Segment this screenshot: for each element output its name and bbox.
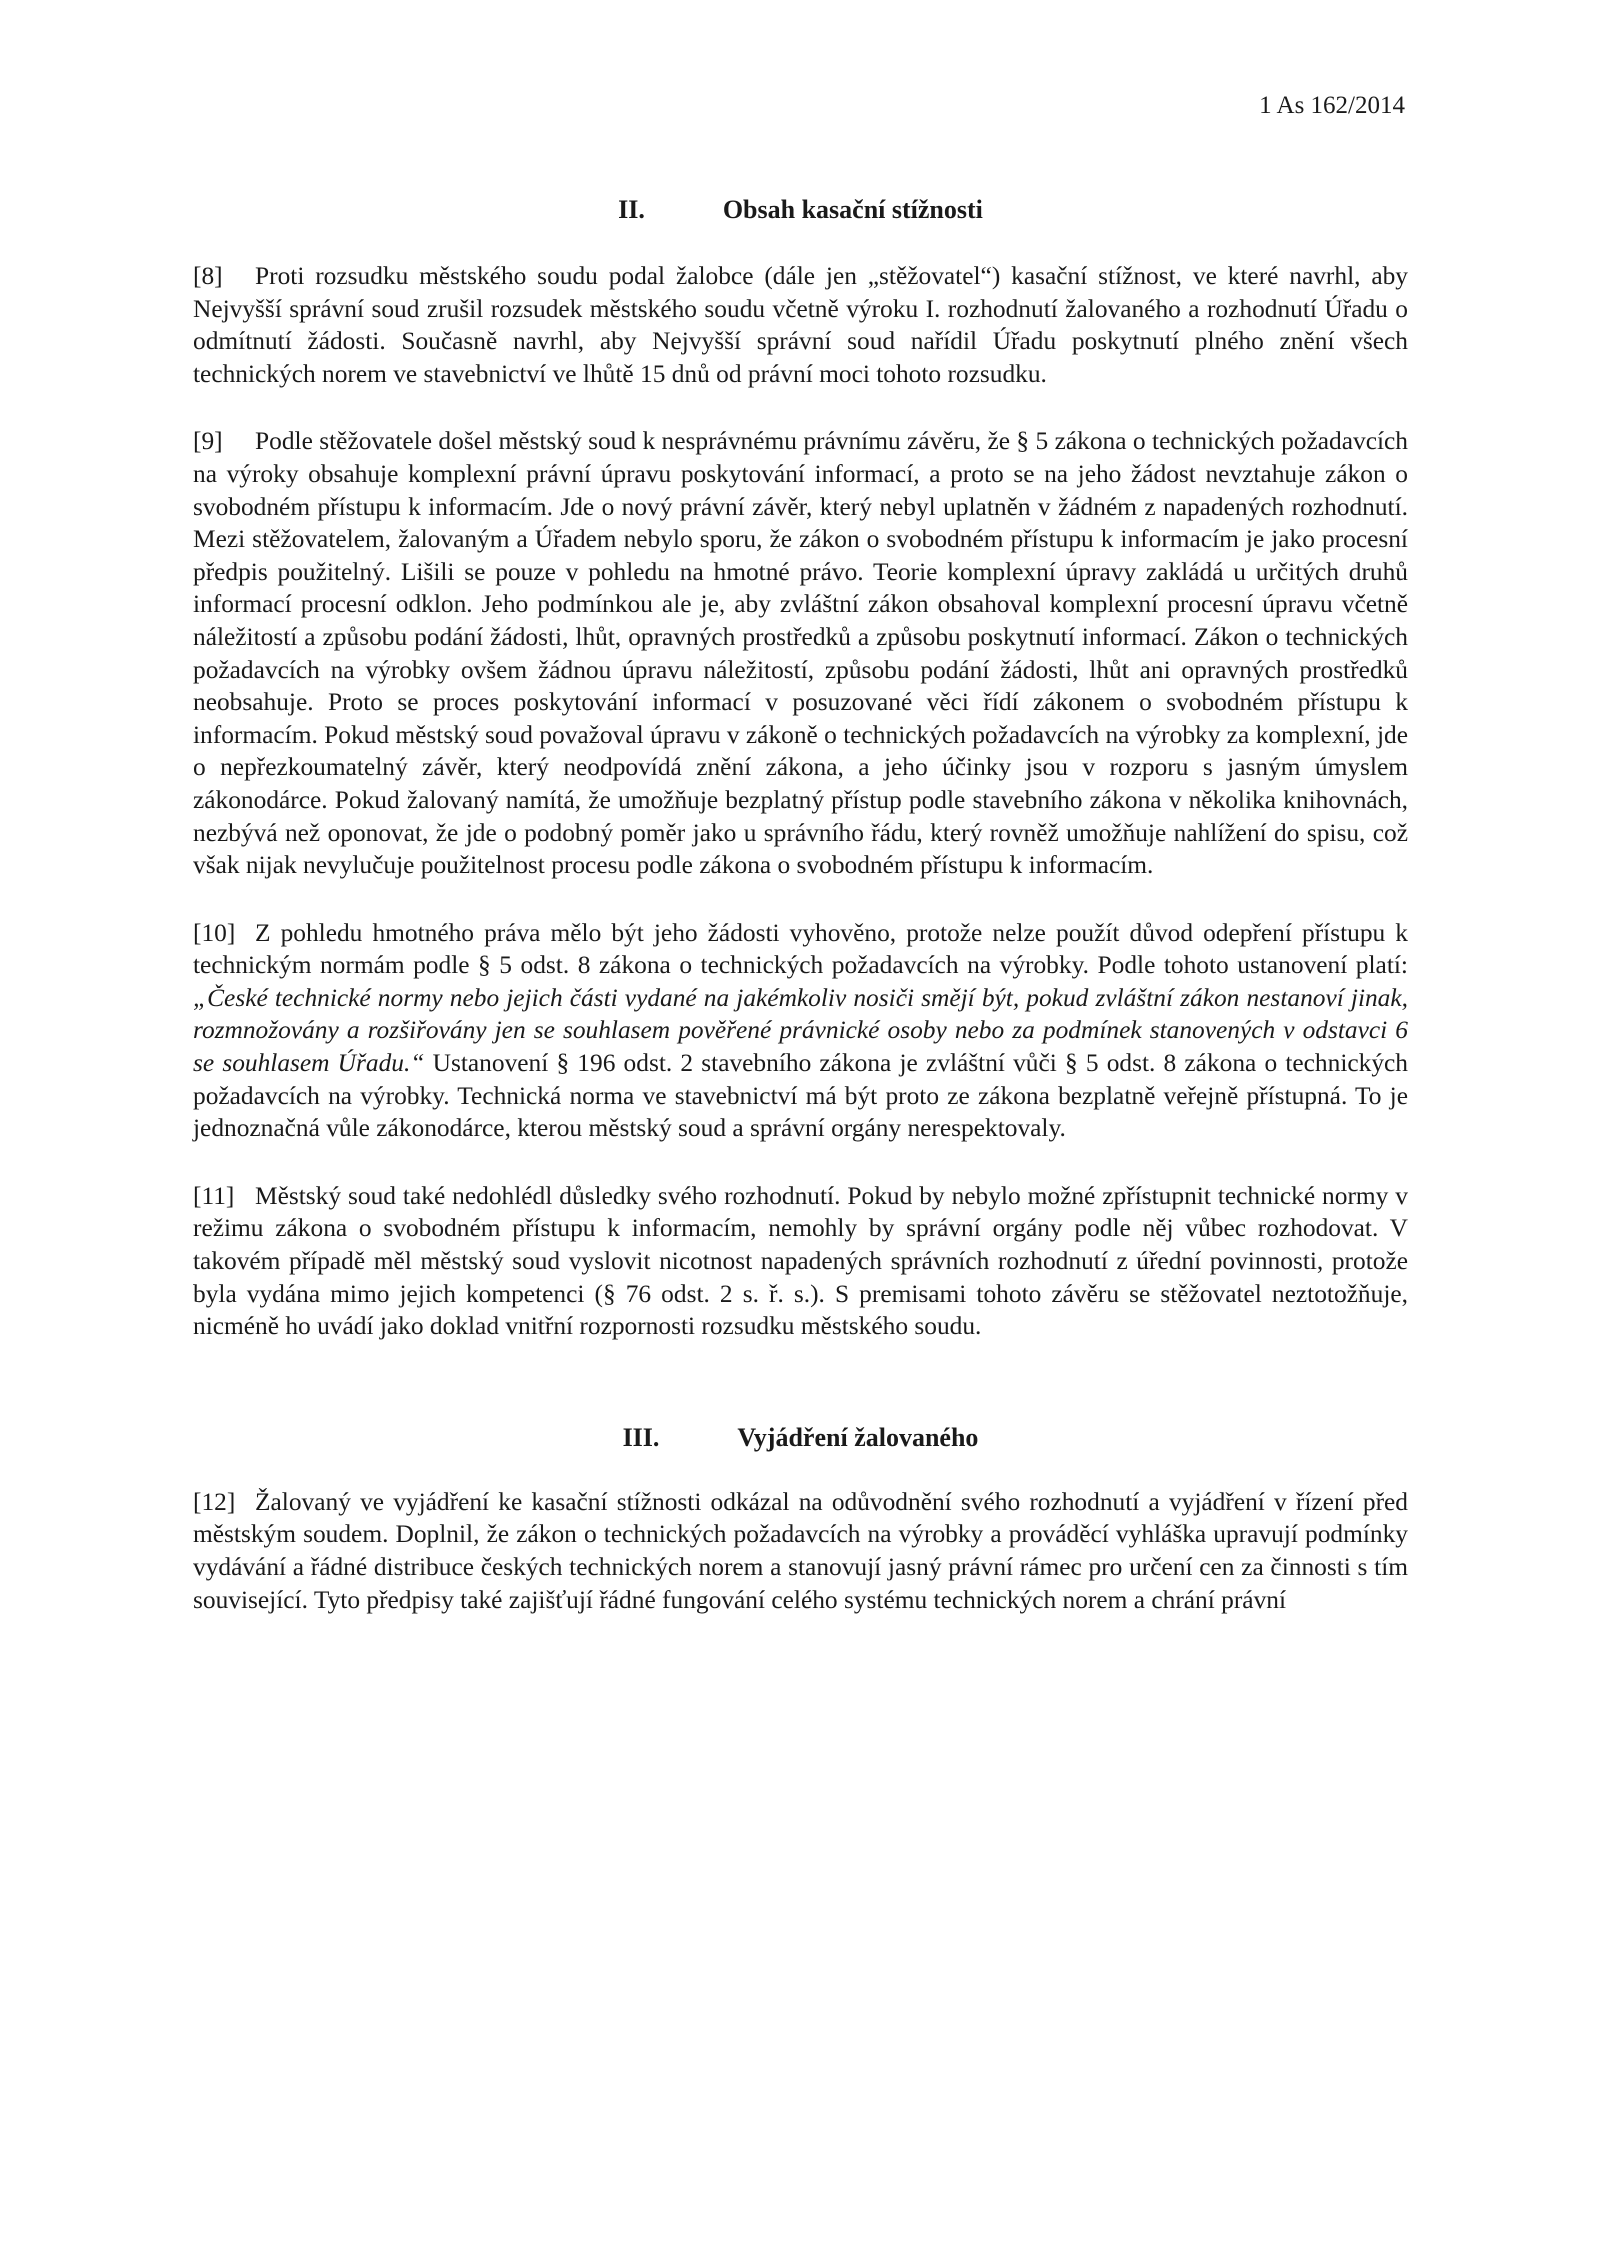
paragraph-number: [12] [193,1487,236,1516]
paragraph-text: Podle stěžovatele došel městský soud k nesprávnému právnímu závěru, že § 5 zákona o technických požadavcích na výroky obsahuje komplexní právní úpravu poskytování informací, a proto se na jeho žádost nevztahuje zákon o svobodném přístupu k informacím. Jde o nový právní závěr, který nebyl uplatněn v žádném z napadených rozhodnutí. Mezi stěžovatelem, žalovaným a Úřadem nebylo sporu, že zákon o svobodném přístupu k informacím je jako procesní předpis použitelný. Lišili se pouze v pohledu na hmotné právo. Teorie komplexní úpravy zakládá u určitých druhů informací procesní odklon. Jeho podmínkou ale je, aby zvláštní zákon obsahoval komplexní procesní úpravu včetně náležitostí a způsobu podání žádosti, lhůt, opravných prostředků a způsobu poskytnutí informací. Zákon o technických požadavcích na výrobky ovšem žádnou úpravu náležitostí, způsobu podání žádosti, lhůt ani opravných prostředků neobsahuje. Proto se proces poskytování informací v posuzované věci řídí zákonem o svobodném přístupu k informacím. Pokud městský soud považoval úpravu v zákoně o technických požadavcích na výrobky za komplexní, jde o nepřezkoumatelný závěr, který neodpovídá znění zákona, a jeho účinky jsou v rozporu s jasným úmyslem zákonodárce. Pokud žalovaný namítá, že umožňuje bezplatný přístup podle stavebního zákona v několika knihovnách, nezbývá než oponovat, že jde o podobný poměr jako u správního řádu, který rovněž umožňuje nahlížení do spisu, což však nijak nevylučuje použitelnost procesu podle zákona o svobodném přístupu k informacím. [193,427,1408,880]
document-body [193,180,1408,1616]
section-heading-ii [193,180,1408,240]
paragraph-11 [193,1180,1408,1343]
section-number: III. [622,1422,660,1452]
paragraph-text: Žalovaný ve vyjádření ke kasační stížnosti odkázal na odůvodnění svého rozhodnutí a vyjádření v řízení před městským soudem. Doplnil, že zákon o technických požadavcích na výrobky a prováděcí vyhláška upravují podmínky vydávání a řádné distribuce českých technických norem a stanovují jasný právní rámec pro určení cen za činnosti s tím související. Tyto předpisy také zajišťují řádné fungování celého systému technických norem a chrání právní [193,1487,1408,1614]
statute-quote: „České technické normy nebo jejich části vydané na jakémkoliv nosiči smějí být, pokud zvláštní zákon nestanoví jinak, rozmnožovány a rozšiřovány jen se souhlasem pověřené právnické osoby nebo za podmínek stanovených v odstavci 6 se souhlasem Úřadu.“ [193,983,1408,1078]
paragraph-text-continued: Ustanovení § 196 odst. 2 stavebního zákona je zvláštní vůči § 5 odst. 8 zákona o technických požadavcích na výrobky. Technická norma ve stavebnictví má být proto ze zákona bezplatně veřejně přístupná. To je jednoznačná vůle zákonodárce, kterou městský soud a správní orgány nerespektovaly. [193,1049,1408,1143]
section-heading-iii [193,1408,1408,1468]
paragraph-9 [193,425,1408,881]
section-number: II. [618,195,645,224]
paragraph-number: [9] [193,427,223,456]
paragraph-text: Proti rozsudku městského soudu podal žalobce (dále jen „stěžovatel“) kasační stížnost, ve které navrhl, aby Nejvyšší správní soud zrušil rozsudek městského soudu včetně výroku I. rozhodnutí žalovaného a rozhodnutí Úřadu o odmítnutí žádosti. Současně navrhl, aby Nejvyšší správní soud nařídil Úřadu poskytnutí plného znění všech technických norem ve stavebnictví ve lhůtě 15 dnů od právní moci tohoto rozsudku. [193,262,1408,388]
paragraph-10 [193,917,1408,1145]
paragraph-text: Městský soud také nedohlédl důsledky svého rozhodnutí. Pokud by nebylo možné zpřístupnit technické normy v režimu zákona o svobodném přístupu k informacím, nemohly by správní orgány podle něj vůbec rozhodovat. V takovém případě měl městský soud vyslovit nicotnost napadených správních rozhodnutí z úřední povinnosti, protože byla vydána mimo jejich kompetenci (§ 76 odst. 2 s. ř. s.). S premisami tohoto závěru se stěžovatel neztotožňuje, nicméně ho uvádí jako doklad vnitřní rozpornosti rozsudku městského soudu. [193,1181,1408,1341]
case-number: 1 As 162/2014 [1259,92,1405,119]
paragraph-number: [8] [193,262,223,290]
section-title: Vyjádření žalovaného [737,1422,979,1452]
paragraph-number: [10] [193,918,236,947]
section-title: Obsah kasační stížnosti [722,195,983,224]
paragraph-text: Z pohledu hmotného práva mělo být jeho žádosti vyhověno, protože nelze použít důvod odepření přístupu k technickým normám podle § 5 odst. 8 zákona o technických požadavcích na výrobky. Podle tohoto ustanovení platí: [193,918,1408,980]
paragraph-number: [11] [193,1181,235,1210]
paragraph-12 [193,1486,1408,1616]
paragraph-8 [193,260,1408,390]
